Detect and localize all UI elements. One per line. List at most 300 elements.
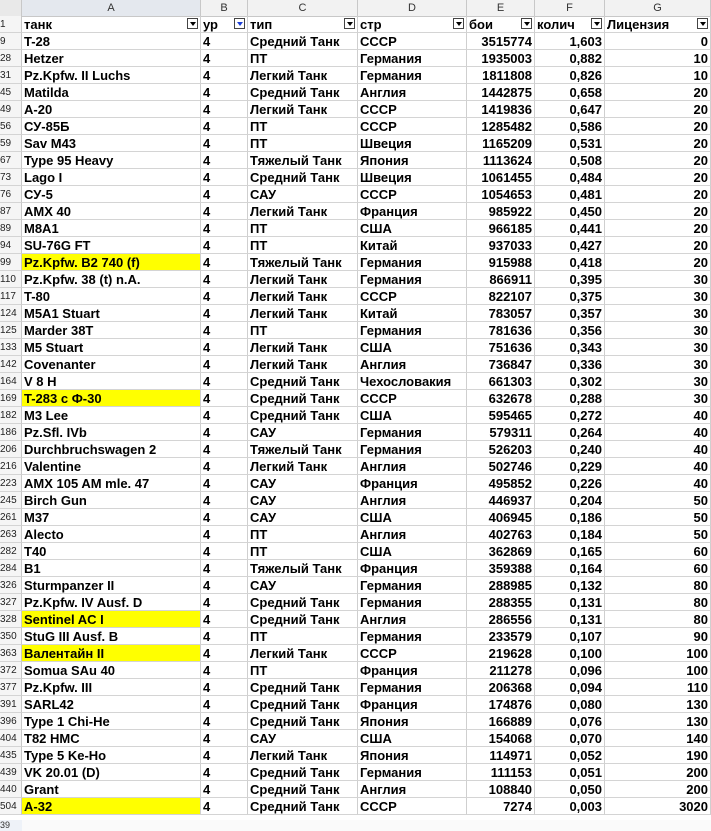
row-number[interactable]: 94 (0, 237, 22, 254)
cell-license[interactable]: 30 (605, 390, 711, 407)
row-number[interactable]: 404 (0, 730, 22, 747)
autofilter-dropdown-icon[interactable] (521, 18, 532, 29)
cell-type[interactable]: Средний Танк (248, 84, 358, 101)
cell-count[interactable]: 0,508 (535, 152, 605, 169)
cell-count[interactable]: 0,240 (535, 441, 605, 458)
cell-type[interactable]: САУ (248, 424, 358, 441)
cell-count[interactable]: 0,204 (535, 492, 605, 509)
cell-count[interactable]: 0,100 (535, 645, 605, 662)
cell-type[interactable]: Тяжелый Танк (248, 254, 358, 271)
cell-battles[interactable]: 446937 (467, 492, 535, 509)
row-number[interactable]: 87 (0, 203, 22, 220)
cell-count[interactable]: 0,164 (535, 560, 605, 577)
row-number[interactable]: 28 (0, 50, 22, 67)
cell-tank[interactable]: T82 HMC (22, 730, 201, 747)
cell-license[interactable]: 130 (605, 696, 711, 713)
cell-license[interactable]: 50 (605, 526, 711, 543)
cell-lvl[interactable]: 4 (201, 764, 248, 781)
cell-country[interactable]: Чехословакия (358, 373, 467, 390)
cell-battles[interactable]: 866911 (467, 271, 535, 288)
cell-type[interactable]: Легкий Танк (248, 271, 358, 288)
cell-tank[interactable]: V 8 H (22, 373, 201, 390)
cell-type[interactable]: Средний Танк (248, 696, 358, 713)
cell-lvl[interactable]: 4 (201, 322, 248, 339)
cell-lvl[interactable]: 4 (201, 237, 248, 254)
row-number[interactable]: 245 (0, 492, 22, 509)
cell-count[interactable]: 0,302 (535, 373, 605, 390)
cell-country[interactable]: Япония (358, 747, 467, 764)
cell-lvl[interactable]: 4 (201, 560, 248, 577)
cell-country[interactable]: Англия (358, 356, 467, 373)
cell-country[interactable]: СССР (358, 33, 467, 50)
cell-country[interactable]: США (358, 543, 467, 560)
cell-license[interactable]: 50 (605, 492, 711, 509)
cell-country[interactable]: Англия (358, 84, 467, 101)
cell-tank[interactable]: Somua SAu 40 (22, 662, 201, 679)
cell-battles[interactable]: 526203 (467, 441, 535, 458)
cell-battles[interactable]: 288985 (467, 577, 535, 594)
cell-battles[interactable]: 579311 (467, 424, 535, 441)
row-number[interactable]: 99 (0, 254, 22, 271)
cell-type[interactable]: Средний Танк (248, 407, 358, 424)
header-cell-license[interactable] (605, 16, 711, 33)
column-header-e[interactable]: E (467, 0, 535, 16)
autofilter-dropdown-icon[interactable] (187, 18, 198, 29)
cell-license[interactable]: 110 (605, 679, 711, 696)
cell-license[interactable]: 40 (605, 424, 711, 441)
cell-license[interactable]: 50 (605, 509, 711, 526)
cell-type[interactable]: Легкий Танк (248, 305, 358, 322)
cell-count[interactable]: 0,356 (535, 322, 605, 339)
cell-type[interactable]: ПТ (248, 628, 358, 645)
cell-license[interactable]: 20 (605, 101, 711, 118)
cell-type[interactable]: САУ (248, 475, 358, 492)
cell-type[interactable]: Средний Танк (248, 764, 358, 781)
cell-tank[interactable]: Pz.Kpfw. II Luchs (22, 67, 201, 84)
cell-lvl[interactable]: 4 (201, 407, 248, 424)
cell-country[interactable]: Германия (358, 50, 467, 67)
cell-license[interactable]: 20 (605, 237, 711, 254)
row-number[interactable]: 261 (0, 509, 22, 526)
header-cell-country[interactable] (358, 16, 467, 33)
cell-count[interactable]: 0,586 (535, 118, 605, 135)
cell-count[interactable]: 0,184 (535, 526, 605, 543)
cell-license[interactable]: 140 (605, 730, 711, 747)
cell-type[interactable]: Легкий Танк (248, 747, 358, 764)
cell-license[interactable]: 20 (605, 203, 711, 220)
cell-type[interactable]: Легкий Танк (248, 339, 358, 356)
cell-country[interactable]: СССР (358, 390, 467, 407)
cell-country[interactable]: Франция (358, 475, 467, 492)
cell-lvl[interactable]: 4 (201, 458, 248, 475)
row-number[interactable]: 282 (0, 543, 22, 560)
row-number[interactable]: 39 (0, 820, 22, 831)
cell-lvl[interactable]: 4 (201, 645, 248, 662)
cell-license[interactable]: 0 (605, 33, 711, 50)
cell-lvl[interactable]: 4 (201, 526, 248, 543)
cell-tank[interactable]: A-20 (22, 101, 201, 118)
cell-tank[interactable]: Lago I (22, 169, 201, 186)
cell-type[interactable]: Легкий Танк (248, 645, 358, 662)
cell-lvl[interactable]: 4 (201, 135, 248, 152)
cell-type[interactable]: Средний Танк (248, 798, 358, 815)
cell-type[interactable]: САУ (248, 492, 358, 509)
cell-count[interactable]: 0,658 (535, 84, 605, 101)
cell-tank[interactable]: M3 Lee (22, 407, 201, 424)
cell-lvl[interactable]: 4 (201, 730, 248, 747)
cell-type[interactable]: Тяжелый Танк (248, 441, 358, 458)
cell-battles[interactable]: 166889 (467, 713, 535, 730)
cell-type[interactable]: Средний Танк (248, 713, 358, 730)
cell-lvl[interactable]: 4 (201, 50, 248, 67)
cell-battles[interactable]: 288355 (467, 594, 535, 611)
cell-license[interactable]: 20 (605, 254, 711, 271)
cell-country[interactable]: США (358, 730, 467, 747)
cell-lvl[interactable]: 4 (201, 747, 248, 764)
cell-type[interactable]: Легкий Танк (248, 67, 358, 84)
cell-tank[interactable]: СУ-5 (22, 186, 201, 203)
cell-lvl[interactable]: 4 (201, 492, 248, 509)
cell-tank[interactable]: B1 (22, 560, 201, 577)
cell-country[interactable]: СССР (358, 186, 467, 203)
cell-type[interactable]: ПТ (248, 118, 358, 135)
cell-type[interactable]: Легкий Танк (248, 458, 358, 475)
cell-count[interactable]: 0,132 (535, 577, 605, 594)
cell-battles[interactable]: 966185 (467, 220, 535, 237)
cell-country[interactable]: Англия (358, 611, 467, 628)
cell-type[interactable]: Средний Танк (248, 373, 358, 390)
cell-license[interactable]: 20 (605, 84, 711, 101)
cell-count[interactable]: 0,418 (535, 254, 605, 271)
cell-lvl[interactable]: 4 (201, 101, 248, 118)
cell-license[interactable]: 90 (605, 628, 711, 645)
column-header-g[interactable]: G (605, 0, 711, 16)
row-number[interactable]: 49 (0, 101, 22, 118)
cell-tank[interactable]: Pz.Kpfw. B2 740 (f) (22, 254, 201, 271)
cell-license[interactable]: 3020 (605, 798, 711, 815)
cell-battles[interactable]: 114971 (467, 747, 535, 764)
cell-count[interactable]: 0,186 (535, 509, 605, 526)
cell-count[interactable]: 0,395 (535, 271, 605, 288)
cell-tank[interactable]: SU-76G FT (22, 237, 201, 254)
cell-license[interactable]: 200 (605, 764, 711, 781)
cell-country[interactable]: СССР (358, 288, 467, 305)
cell-tank[interactable]: Type 1 Chi-He (22, 713, 201, 730)
row-number[interactable]: 186 (0, 424, 22, 441)
autofilter-dropdown-icon[interactable] (234, 18, 245, 29)
cell-count[interactable]: 1,603 (535, 33, 605, 50)
cell-tank[interactable]: Sentinel AC I (22, 611, 201, 628)
cell-tank[interactable]: Pz.Sfl. IVb (22, 424, 201, 441)
cell-country[interactable]: США (358, 220, 467, 237)
cell-type[interactable]: САУ (248, 186, 358, 203)
row-number[interactable]: 73 (0, 169, 22, 186)
cell-tank[interactable]: Durchbruchswagen 2 (22, 441, 201, 458)
cell-type[interactable]: Легкий Танк (248, 288, 358, 305)
cell-tank[interactable]: M37 (22, 509, 201, 526)
cell-type[interactable]: Средний Танк (248, 781, 358, 798)
cell-type[interactable]: Средний Танк (248, 594, 358, 611)
cell-battles[interactable]: 502746 (467, 458, 535, 475)
cell-battles[interactable]: 1165209 (467, 135, 535, 152)
cell-battles[interactable]: 822107 (467, 288, 535, 305)
cell-count[interactable]: 0,264 (535, 424, 605, 441)
cell-count[interactable]: 0,441 (535, 220, 605, 237)
cell-type[interactable]: Средний Танк (248, 169, 358, 186)
cell-lvl[interactable]: 4 (201, 203, 248, 220)
cell-count[interactable]: 0,131 (535, 611, 605, 628)
cell-license[interactable]: 80 (605, 611, 711, 628)
cell-lvl[interactable]: 4 (201, 390, 248, 407)
cell-license[interactable]: 30 (605, 322, 711, 339)
cell-license[interactable]: 10 (605, 50, 711, 67)
cell-count[interactable]: 0,343 (535, 339, 605, 356)
row-number[interactable]: 142 (0, 356, 22, 373)
cell-count[interactable]: 0,375 (535, 288, 605, 305)
cell-battles[interactable]: 211278 (467, 662, 535, 679)
cell-country[interactable]: Германия (358, 764, 467, 781)
cell-lvl[interactable]: 4 (201, 373, 248, 390)
cell-battles[interactable]: 751636 (467, 339, 535, 356)
cell-battles[interactable]: 233579 (467, 628, 535, 645)
cell-battles[interactable]: 362869 (467, 543, 535, 560)
row-number[interactable]: 56 (0, 118, 22, 135)
row-number[interactable]: 435 (0, 747, 22, 764)
cell-type[interactable]: САУ (248, 577, 358, 594)
cell-tank[interactable]: СУ-85Б (22, 118, 201, 135)
column-header-c[interactable]: C (248, 0, 358, 16)
cell-tank[interactable]: A-32 (22, 798, 201, 815)
row-number[interactable]: 327 (0, 594, 22, 611)
cell-country[interactable]: Англия (358, 492, 467, 509)
cell-count[interactable]: 0,131 (535, 594, 605, 611)
cell-count[interactable]: 0,076 (535, 713, 605, 730)
cell-license[interactable]: 190 (605, 747, 711, 764)
row-number[interactable]: 59 (0, 135, 22, 152)
cell-lvl[interactable]: 4 (201, 271, 248, 288)
cell-battles[interactable]: 736847 (467, 356, 535, 373)
cell-count[interactable]: 0,484 (535, 169, 605, 186)
cell-country[interactable]: Китай (358, 237, 467, 254)
cell-tank[interactable]: Birch Gun (22, 492, 201, 509)
cell-type[interactable]: ПТ (248, 662, 358, 679)
cell-lvl[interactable]: 4 (201, 611, 248, 628)
cell-type[interactable]: Легкий Танк (248, 356, 358, 373)
row-number[interactable]: 263 (0, 526, 22, 543)
row-number[interactable]: 372 (0, 662, 22, 679)
cell-tank[interactable]: VK 20.01 (D) (22, 764, 201, 781)
cell-license[interactable]: 130 (605, 713, 711, 730)
column-header-d[interactable]: D (358, 0, 467, 16)
cell-lvl[interactable]: 4 (201, 254, 248, 271)
cell-country[interactable]: Германия (358, 424, 467, 441)
cell-license[interactable]: 100 (605, 662, 711, 679)
cell-battles[interactable]: 1419836 (467, 101, 535, 118)
cell-tank[interactable]: Valentine (22, 458, 201, 475)
column-header-f[interactable]: F (535, 0, 605, 16)
cell-tank[interactable]: Type 5 Ke-Ho (22, 747, 201, 764)
cell-license[interactable]: 80 (605, 594, 711, 611)
cell-battles[interactable]: 359388 (467, 560, 535, 577)
cell-tank[interactable]: Marder 38T (22, 322, 201, 339)
cell-count[interactable]: 0,531 (535, 135, 605, 152)
row-number[interactable]: 169 (0, 390, 22, 407)
cell-license[interactable]: 60 (605, 560, 711, 577)
cell-tank[interactable]: Type 95 Heavy (22, 152, 201, 169)
row-number[interactable]: 182 (0, 407, 22, 424)
cell-country[interactable]: Япония (358, 713, 467, 730)
cell-country[interactable]: Германия (358, 679, 467, 696)
cell-battles[interactable]: 1935003 (467, 50, 535, 67)
cell-license[interactable]: 30 (605, 356, 711, 373)
cell-type[interactable]: Средний Танк (248, 679, 358, 696)
row-number[interactable]: 1 (0, 16, 22, 33)
row-number[interactable]: 45 (0, 84, 22, 101)
cell-type[interactable]: Средний Танк (248, 611, 358, 628)
cell-lvl[interactable]: 4 (201, 509, 248, 526)
cell-country[interactable]: Франция (358, 203, 467, 220)
cell-count[interactable]: 0,229 (535, 458, 605, 475)
cell-battles[interactable]: 206368 (467, 679, 535, 696)
cell-lvl[interactable]: 4 (201, 713, 248, 730)
cell-lvl[interactable]: 4 (201, 169, 248, 186)
cell-country[interactable]: Германия (358, 577, 467, 594)
cell-lvl[interactable]: 4 (201, 84, 248, 101)
cell-tank[interactable]: M5A1 Stuart (22, 305, 201, 322)
cell-lvl[interactable]: 4 (201, 781, 248, 798)
row-number[interactable]: 396 (0, 713, 22, 730)
cell-country[interactable]: США (358, 407, 467, 424)
cell-tank[interactable]: M5 Stuart (22, 339, 201, 356)
cell-count[interactable]: 0,070 (535, 730, 605, 747)
cell-license[interactable]: 200 (605, 781, 711, 798)
cell-tank[interactable]: T-80 (22, 288, 201, 305)
cell-tank[interactable]: T40 (22, 543, 201, 560)
cell-count[interactable]: 0,003 (535, 798, 605, 815)
row-number[interactable]: 504 (0, 798, 22, 815)
cell-lvl[interactable]: 4 (201, 356, 248, 373)
row-number[interactable]: 67 (0, 152, 22, 169)
cell-battles[interactable]: 406945 (467, 509, 535, 526)
cell-type[interactable]: ПТ (248, 220, 358, 237)
cell-type[interactable]: Легкий Танк (248, 101, 358, 118)
cell-count[interactable]: 0,357 (535, 305, 605, 322)
cell-country[interactable]: Германия (358, 254, 467, 271)
cell-tank[interactable]: StuG III Ausf. B (22, 628, 201, 645)
cell-battles[interactable]: 781636 (467, 322, 535, 339)
column-header-a[interactable]: A (22, 0, 201, 16)
cell-lvl[interactable]: 4 (201, 33, 248, 50)
cell-type[interactable]: Тяжелый Танк (248, 560, 358, 577)
cell-license[interactable]: 30 (605, 339, 711, 356)
cell-count[interactable]: 0,107 (535, 628, 605, 645)
header-cell-type[interactable] (248, 16, 358, 33)
row-number[interactable]: 216 (0, 458, 22, 475)
cell-type[interactable]: САУ (248, 730, 358, 747)
cell-count[interactable]: 0,096 (535, 662, 605, 679)
cell-lvl[interactable]: 4 (201, 220, 248, 237)
row-number[interactable]: 9 (0, 33, 22, 50)
cell-country[interactable]: Германия (358, 322, 467, 339)
cell-count[interactable]: 0,094 (535, 679, 605, 696)
cell-country[interactable]: Англия (358, 781, 467, 798)
cell-lvl[interactable]: 4 (201, 288, 248, 305)
cell-battles[interactable]: 1054653 (467, 186, 535, 203)
cell-count[interactable]: 0,051 (535, 764, 605, 781)
cell-license[interactable]: 20 (605, 152, 711, 169)
cell-lvl[interactable]: 4 (201, 118, 248, 135)
cell-country[interactable]: Германия (358, 441, 467, 458)
cell-license[interactable]: 10 (605, 67, 711, 84)
cell-type[interactable]: ПТ (248, 135, 358, 152)
cell-battles[interactable]: 286556 (467, 611, 535, 628)
cell-lvl[interactable]: 4 (201, 67, 248, 84)
cell-lvl[interactable]: 4 (201, 152, 248, 169)
cell-country[interactable]: СССР (358, 645, 467, 662)
row-number[interactable]: 31 (0, 67, 22, 84)
cell-battles[interactable]: 595465 (467, 407, 535, 424)
cell-tank[interactable]: AMX 105 AM mle. 47 (22, 475, 201, 492)
cell-tank[interactable]: Pz.Kpfw. III (22, 679, 201, 696)
cell-license[interactable]: 40 (605, 407, 711, 424)
row-number[interactable]: 284 (0, 560, 22, 577)
cell-battles[interactable]: 661303 (467, 373, 535, 390)
cell-battles[interactable]: 783057 (467, 305, 535, 322)
cell-lvl[interactable]: 4 (201, 424, 248, 441)
cell-license[interactable]: 20 (605, 135, 711, 152)
cell-count[interactable]: 0,647 (535, 101, 605, 118)
cell-battles[interactable]: 937033 (467, 237, 535, 254)
cell-battles[interactable]: 632678 (467, 390, 535, 407)
cell-country[interactable]: Англия (358, 526, 467, 543)
cell-lvl[interactable]: 4 (201, 577, 248, 594)
cell-type[interactable]: Легкий Танк (248, 203, 358, 220)
cell-tank[interactable]: Hetzer (22, 50, 201, 67)
cell-battles[interactable]: 219628 (467, 645, 535, 662)
cell-country[interactable]: СССР (358, 118, 467, 135)
cell-type[interactable]: ПТ (248, 50, 358, 67)
cell-battles[interactable]: 154068 (467, 730, 535, 747)
cell-country[interactable]: Франция (358, 696, 467, 713)
cell-lvl[interactable]: 4 (201, 441, 248, 458)
row-number[interactable]: 328 (0, 611, 22, 628)
row-number[interactable]: 223 (0, 475, 22, 492)
row-number[interactable]: 89 (0, 220, 22, 237)
row-number[interactable]: 76 (0, 186, 22, 203)
cell-battles[interactable]: 1442875 (467, 84, 535, 101)
cell-type[interactable]: САУ (248, 509, 358, 526)
row-number[interactable]: 439 (0, 764, 22, 781)
autofilter-dropdown-icon[interactable] (453, 18, 464, 29)
row-number[interactable]: 124 (0, 305, 22, 322)
cell-tank[interactable]: AMX 40 (22, 203, 201, 220)
cell-lvl[interactable]: 4 (201, 475, 248, 492)
cell-lvl[interactable]: 4 (201, 339, 248, 356)
cell-battles[interactable]: 174876 (467, 696, 535, 713)
cell-lvl[interactable]: 4 (201, 696, 248, 713)
cell-tank[interactable]: Matilda (22, 84, 201, 101)
cell-tank[interactable]: Covenanter (22, 356, 201, 373)
cell-country[interactable]: СССР (358, 101, 467, 118)
row-number[interactable]: 110 (0, 271, 22, 288)
cell-count[interactable]: 0,226 (535, 475, 605, 492)
cell-battles[interactable]: 915988 (467, 254, 535, 271)
cell-lvl[interactable]: 4 (201, 662, 248, 679)
cell-country[interactable]: Англия (358, 458, 467, 475)
row-number[interactable]: 206 (0, 441, 22, 458)
column-header-b[interactable]: B (201, 0, 248, 16)
cell-license[interactable]: 30 (605, 373, 711, 390)
